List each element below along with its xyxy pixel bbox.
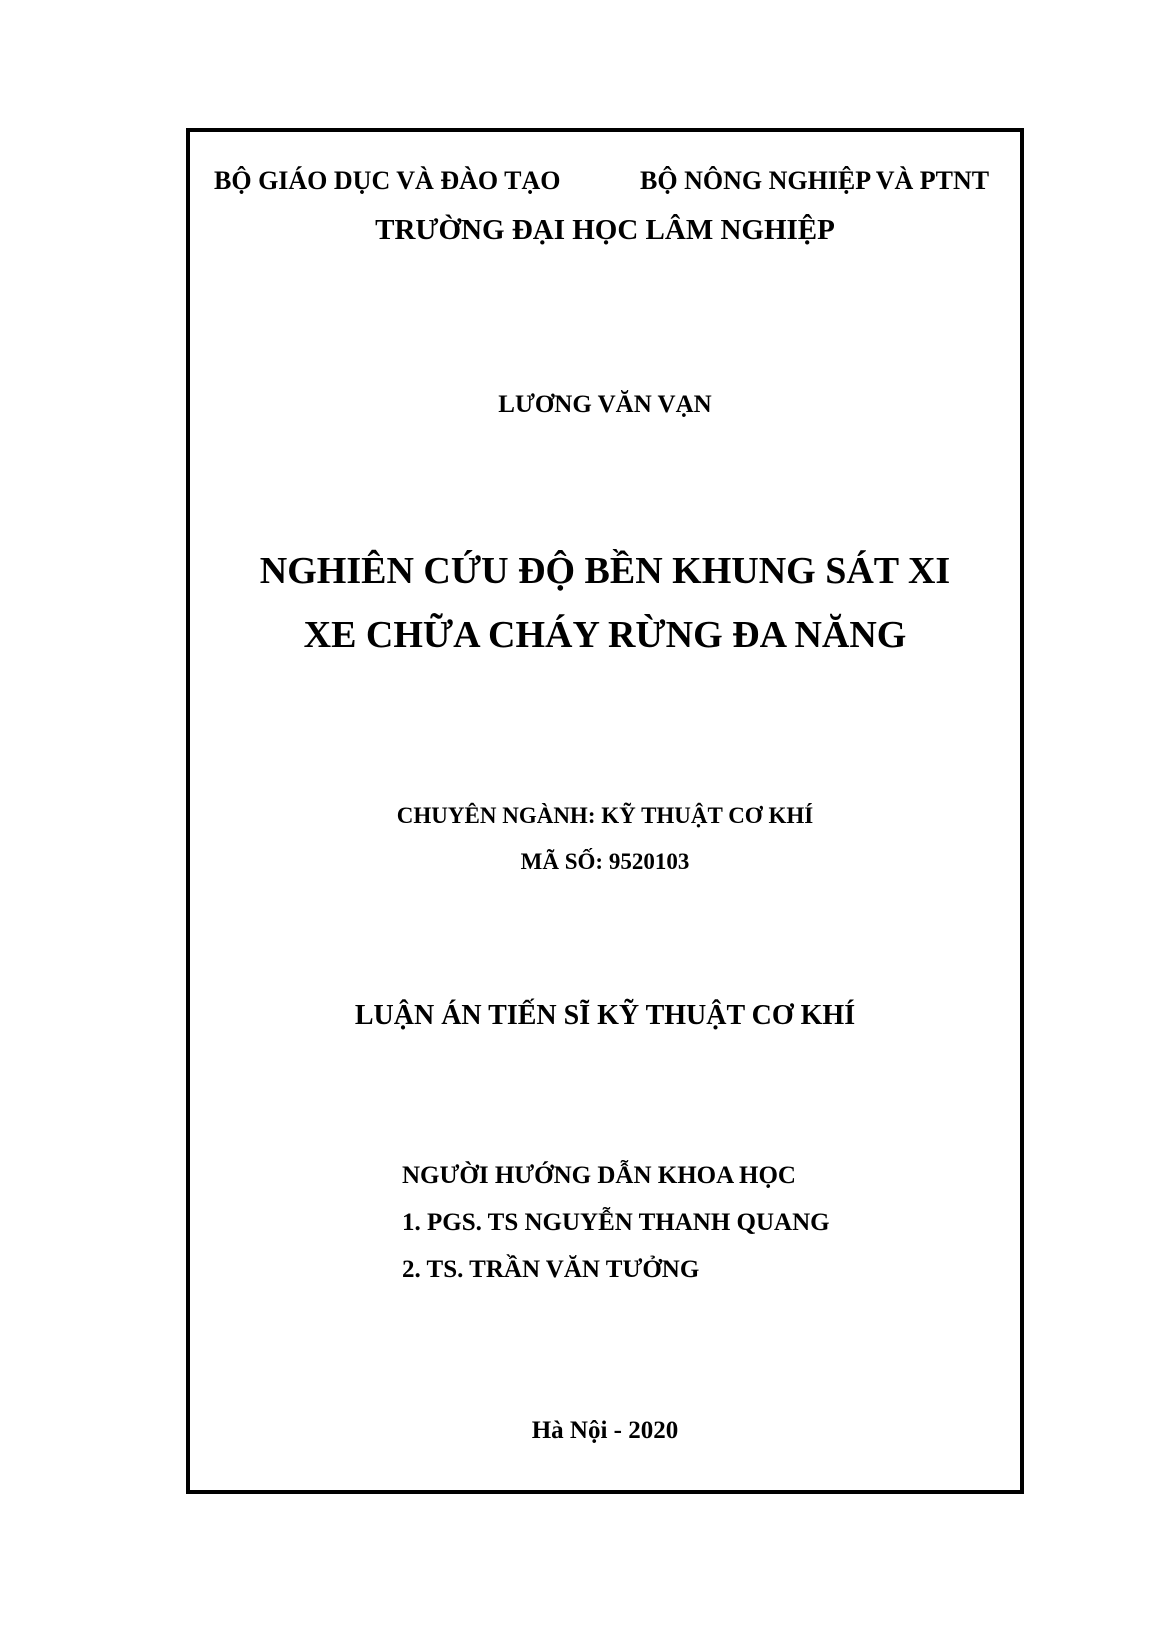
ministry-right: BỘ NÔNG NGHIỆP VÀ PTNT [640,166,990,195]
university-name: TRƯỜNG ĐẠI HỌC LÂM NGHIỆP [375,214,835,246]
advisor-item: 1. PGS. TS NGUYỄN THANH QUANG [402,1209,830,1236]
ministry-left: BỘ GIÁO DỤC VÀ ĐÀO TẠO [214,166,561,195]
degree-title: LUẬN ÁN TIẾN SĨ KỸ THUẬT CƠ KHÍ [354,1000,856,1031]
advisors-heading: NGƯỜI HƯỚNG DẪN KHOA HỌC [402,1162,796,1189]
thesis-title-line-2: XE CHỮA CHÁY RỪNG ĐA NĂNG [303,614,907,656]
advisor-item: 2. TS. TRẦN VĂN TƯỞNG [402,1256,700,1283]
thesis-title-line-1: NGHIÊN CỨU ĐỘ BỀN KHUNG SÁT XI [259,550,951,592]
place-year: Hà Nội - 2020 [531,1417,679,1444]
major-label: CHUYÊN NGÀNH: KỸ THUẬT CƠ KHÍ [396,803,814,828]
author-name: LƯƠNG VĂN VẠN [498,391,712,418]
major-code: MÃ SỐ: 9520103 [520,849,690,874]
